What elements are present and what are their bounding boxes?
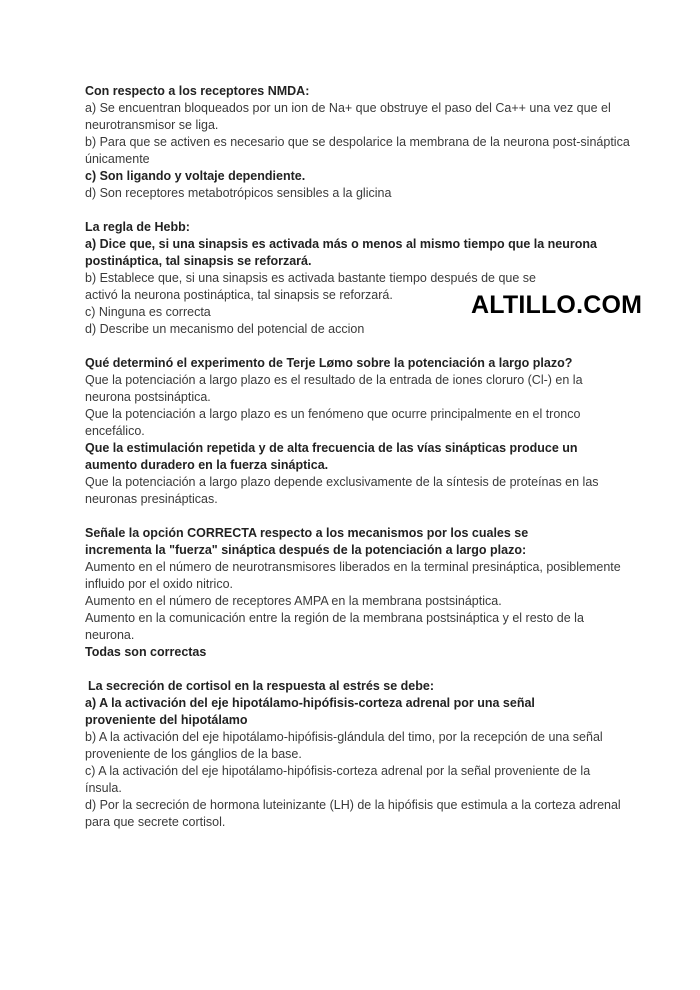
answer-option: b) Establece que, si una sinapsis es activada bastante tiempo después de que se activó la neurona postináptica, tal sinapsis se reforzará.: [85, 271, 536, 302]
answer-option-correct: a) A la activación del eje hipotálamo-hipófisis-corteza adrenal por una señal proveniente del hipotálamo: [85, 696, 535, 727]
answer-option: b) Para que se activen es necesario que se despolarice la membrana de la neurona post-sináptica únicamente: [85, 135, 630, 166]
question-block: [85, 678, 630, 831]
question-block: [85, 355, 630, 508]
answer-option: a) Se encuentran bloqueados por un ion de Na+ que obstruye el paso del Ca++ una vez que el neurotransmisor se liga.: [85, 101, 611, 132]
answer-option: c) A la activación del eje hipotálamo-hipófisis-corteza adrenal por la señal proveniente de la ínsula.: [85, 764, 591, 795]
document-body: [85, 83, 630, 848]
answer-option: Que la potenciación a largo plazo depende exclusivamente de la síntesis de proteínas en las neuronas presinápticas.: [85, 475, 599, 506]
answer-option: Aumento en la comunicación entre la región de la membrana postsináptica y el resto de la neurona.: [85, 611, 584, 642]
answer-option-correct: c) Son ligando y voltaje dependiente.: [85, 169, 306, 183]
question-title: Señale la opción CORRECTA respecto a los mecanismos por los cuales se incrementa la "fuerza" sináptica después de la potenciación a largo plazo:: [85, 526, 529, 557]
answer-option: d) Por la secreción de hormona luteinizante (LH) de la hipófisis que estimula a la corteza adrenal para que secrete cortisol.: [85, 798, 621, 829]
answer-option: Que la potenciación a largo plazo es el resultado de la entrada de iones cloruro (Cl-) en la neurona postsináptica.: [85, 373, 583, 404]
answer-option: b) A la activación del eje hipotálamo-hipófisis-glándula del timo, por la recepción de una señal proveniente de los gánglios de la base.: [85, 730, 603, 761]
question-block: [85, 525, 630, 661]
question-title: Con respecto a los receptores NMDA:: [85, 84, 310, 98]
answer-option-correct: Todas son correctas: [85, 645, 207, 659]
answer-option: Aumento en el número de receptores AMPA en la membrana postsináptica.: [85, 594, 502, 608]
question-block: [85, 219, 630, 338]
question-title: La regla de Hebb:: [85, 220, 190, 234]
answer-option: Aumento en el número de neurotransmisores liberados en la terminal presináptica, posiblemente influido por el oxido nitrico.: [85, 560, 621, 591]
answer-option-correct: Que la estimulación repetida y de alta frecuencia de las vías sinápticas produce un aumento duradero en la fuerza sináptica.: [85, 441, 578, 472]
question-block: [85, 83, 630, 202]
answer-option-correct: a) Dice que, si una sinapsis es activada más o menos al mismo tiempo que la neurona postináptica, tal sinapsis se reforzará.: [85, 237, 597, 268]
question-title: Qué determinó el experimento de Terje Lømo sobre la potenciación a largo plazo?: [85, 356, 573, 370]
answer-option: d) Son receptores metabotrópicos sensibles a la glicina: [85, 186, 392, 200]
answer-option: Que la potenciación a largo plazo es un fenómeno que ocurre principalmente en el tronco encefálico.: [85, 407, 581, 438]
answer-option: d) Describe un mecanismo del potencial de accion: [85, 322, 365, 336]
question-title: La secreción de cortisol en la respuesta al estrés se debe:: [88, 679, 434, 693]
watermark-logo: ALTILLO.COM: [471, 291, 643, 319]
answer-option: c) Ninguna es correcta: [85, 305, 211, 319]
